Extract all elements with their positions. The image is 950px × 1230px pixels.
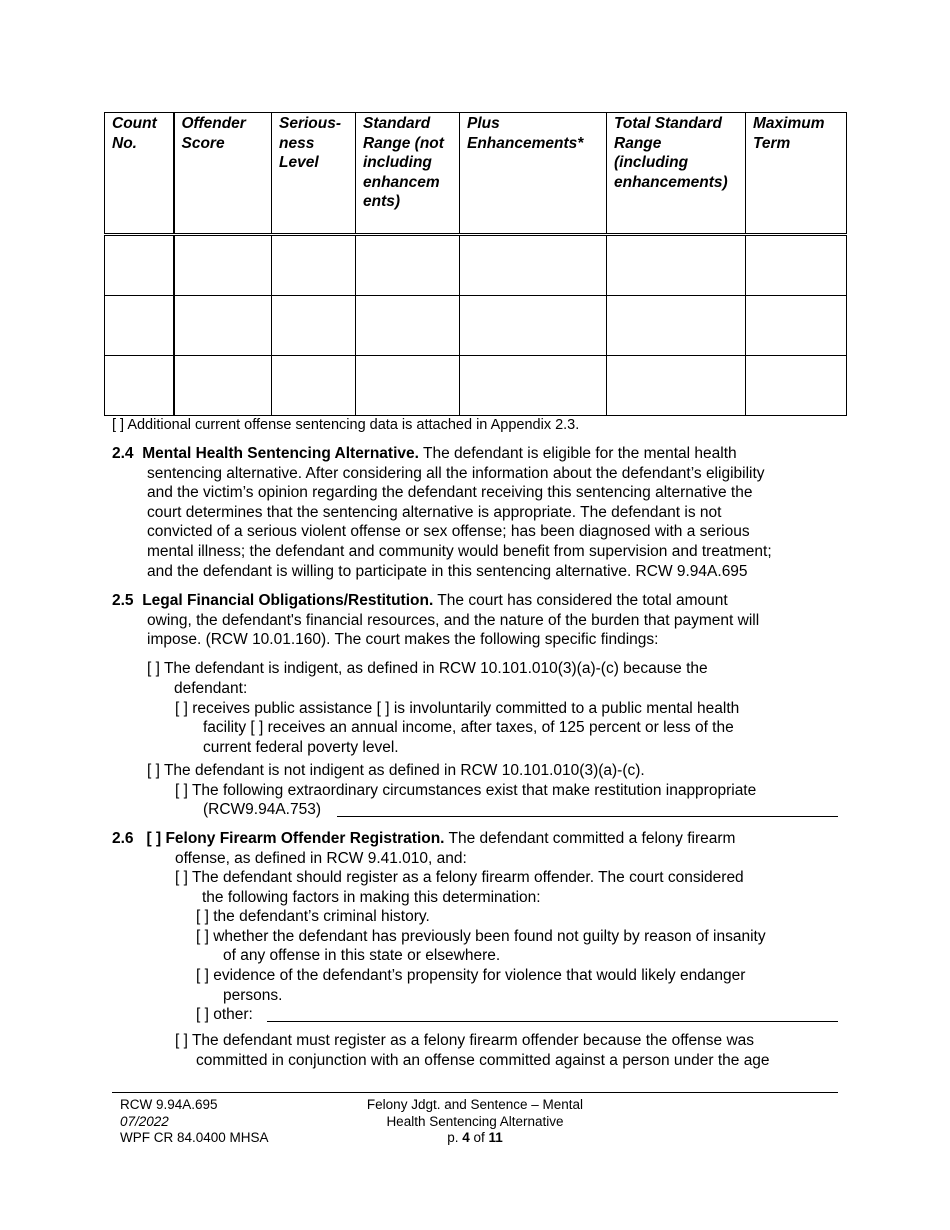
- factor-violence-text-cont: persons.: [223, 986, 283, 1004]
- col-header-total-standard-range: Total Standard Range (including enhancements): [607, 113, 746, 235]
- must-register-checkbox-item[interactable]: [175, 1031, 770, 1070]
- section-2-4-body: [147, 464, 772, 582]
- section-2-4-body-line: and the defendant is willing to participate in this sentencing alternative. RCW 9.94A.695: [147, 562, 748, 580]
- col-header-offender-score: Offender Score: [174, 113, 272, 235]
- table-cell[interactable]: [105, 235, 174, 296]
- should-register-text-cont: the following factors in making this determination:: [202, 888, 541, 906]
- indigent-text: [ ] The defendant is indigent, as defined in RCW 10.101.010(3)(a)-(c) because the: [147, 660, 708, 677]
- footer-form-number: WPF CR 84.0400 MHSA: [120, 1130, 269, 1145]
- section-2-4-body-line: and the victim’s opinion regarding the defendant receiving this sentencing alternative the: [147, 484, 753, 502]
- col-header-count-no: Count No.: [105, 113, 174, 235]
- table-cell[interactable]: [607, 356, 746, 416]
- footer-rcw: RCW 9.94A.695: [120, 1097, 218, 1112]
- footer-center: [325, 1097, 625, 1147]
- factor-criminal-history-checkbox[interactable]: [ ] the defendant’s criminal history.: [196, 908, 430, 926]
- table-cell[interactable]: [174, 235, 272, 296]
- table-cell[interactable]: [356, 356, 460, 416]
- section-2-4-body-line: court determines that the sentencing alternative is appropriate. The defendant is not: [147, 503, 722, 521]
- section-2-5-text: The court has considered the total amount: [433, 592, 728, 609]
- table-cell[interactable]: [746, 235, 847, 296]
- section-2-6-checkbox[interactable]: [ ]: [146, 830, 162, 847]
- not-indigent-checkbox-item[interactable]: [ ] The defendant is not indigent as defined in RCW 10.101.010(3)(a)-(c).: [147, 762, 645, 779]
- section-2-6-text: The defendant committed a felony firearm: [444, 830, 736, 847]
- extraordinary-text-cont: (RCW9.94A.753): [203, 801, 322, 819]
- footer-date: 07/2022: [120, 1113, 169, 1129]
- factor-violence-checkbox[interactable]: [196, 966, 745, 1005]
- section-2-4-body-line: sentencing alternative. After considering all the information about the defendant’s eligibility: [147, 464, 765, 482]
- table-header-row: [105, 113, 847, 235]
- public-assistance-text-cont: current federal poverty level.: [203, 738, 399, 756]
- table-cell[interactable]: [607, 235, 746, 296]
- section-2-5-body: [147, 611, 759, 650]
- table-row: [105, 296, 847, 356]
- table-cell[interactable]: [174, 296, 272, 356]
- other-factor-blank-line[interactable]: [267, 1021, 838, 1022]
- extraordinary-circumstances-checkbox-item[interactable]: [175, 781, 756, 820]
- table-cell[interactable]: [460, 235, 607, 296]
- section-2-5-line-1: [112, 591, 728, 611]
- section-2-4-title: Mental Health Sentencing Alternative.: [142, 445, 419, 462]
- section-2-5-body-line: owing, the defendant's financial resources, and the nature of the burden that payment will: [147, 611, 760, 629]
- public-assistance-text: [ ] receives public assistance [ ] is involuntarily committed to a public mental health: [175, 699, 740, 717]
- table-cell[interactable]: [460, 356, 607, 416]
- factor-insanity-text: [ ] whether the defendant has previously been found not guilty by reason of insanity: [196, 927, 766, 945]
- table-cell[interactable]: [460, 296, 607, 356]
- section-2-5-number: 2.5: [112, 592, 134, 609]
- section-2-4-number: 2.4: [112, 445, 134, 462]
- section-2-4-line-1: [112, 444, 737, 464]
- factor-violence-text: [ ] evidence of the defendant’s propensity for violence that would likely endanger: [196, 967, 746, 984]
- col-header-maximum-term: Maximum Term: [746, 113, 847, 235]
- sentencing-data-table: [104, 112, 847, 416]
- section-2-5-title: Legal Financial Obligations/Restitution.: [142, 592, 434, 609]
- table-cell[interactable]: [105, 356, 174, 416]
- public-assistance-checkbox-item[interactable]: [175, 699, 739, 758]
- must-register-text: [ ] The defendant must register as a felony firearm offender because the offense was: [175, 1032, 755, 1049]
- section-2-5-body-line: impose. (RCW 10.01.160). The court makes the following specific findings:: [147, 631, 659, 649]
- should-register-text: [ ] The defendant should register as a felony firearm offender. The court considered: [175, 869, 744, 886]
- table-cell[interactable]: [105, 296, 174, 356]
- appendix-attached-checkbox-note[interactable]: [ ] Additional current offense sentencing data is attached in Appendix 2.3.: [112, 417, 580, 433]
- footer-left: [120, 1097, 269, 1147]
- footer-form-title: Felony Jdgt. and Sentence – Mental: [366, 1097, 584, 1112]
- col-header-standard-range: Standard Range (not including enhancem ents): [356, 113, 460, 235]
- table-cell[interactable]: [356, 296, 460, 356]
- table-cell[interactable]: [746, 356, 847, 416]
- footer-form-title-cont: Health Sentencing Alternative: [386, 1113, 564, 1129]
- factor-insanity-text-cont: of any offense in this state or elsewhere.: [223, 947, 501, 965]
- section-2-4-text: The defendant is eligible for the mental health: [418, 445, 737, 462]
- col-header-plus-enhancements: Plus Enhancements*: [460, 113, 607, 235]
- table-cell[interactable]: [356, 235, 460, 296]
- must-register-text-cont: committed in conjunction with an offense committed against a person under the age: [196, 1051, 770, 1069]
- section-2-6-number: 2.6: [112, 830, 134, 847]
- should-register-checkbox-item[interactable]: [175, 868, 744, 907]
- section-2-6-title: Felony Firearm Offender Registration.: [165, 830, 445, 847]
- footer-rule: [112, 1092, 838, 1093]
- table-cell[interactable]: [607, 296, 746, 356]
- factor-other-checkbox[interactable]: [ ] other:: [196, 1006, 253, 1024]
- section-2-6-line-1: [112, 829, 735, 849]
- restitution-blank-line[interactable]: [337, 816, 838, 817]
- public-assistance-text-cont: facility [ ] receives an annual income, after taxes, of 125 percent or less of the: [203, 719, 734, 737]
- indigent-checkbox-item[interactable]: [147, 659, 708, 698]
- table-row: [105, 356, 847, 416]
- table-cell[interactable]: [272, 296, 356, 356]
- table-cell[interactable]: [272, 356, 356, 416]
- table-cell[interactable]: [746, 296, 847, 356]
- table-row: [105, 235, 847, 296]
- table-cell[interactable]: [272, 235, 356, 296]
- factor-insanity-checkbox[interactable]: [196, 927, 766, 966]
- extraordinary-text: [ ] The following extraordinary circumstances exist that make restitution inappropriate: [175, 781, 757, 799]
- col-header-seriousness-level: Serious-ness Level: [272, 113, 356, 235]
- section-2-4-body-line: convicted of a serious violent offense or sex offense; has been diagnosed with a serious: [147, 523, 750, 541]
- table-cell[interactable]: [174, 356, 272, 416]
- indigent-text-cont: defendant:: [174, 679, 248, 697]
- section-2-4-body-line: mental illness; the defendant and community would benefit from supervision and treatment;: [147, 542, 772, 560]
- footer-page-number: p. 4 of 11: [447, 1130, 503, 1145]
- section-2-6-line-2: offense, as defined in RCW 9.41.010, and:: [175, 849, 467, 867]
